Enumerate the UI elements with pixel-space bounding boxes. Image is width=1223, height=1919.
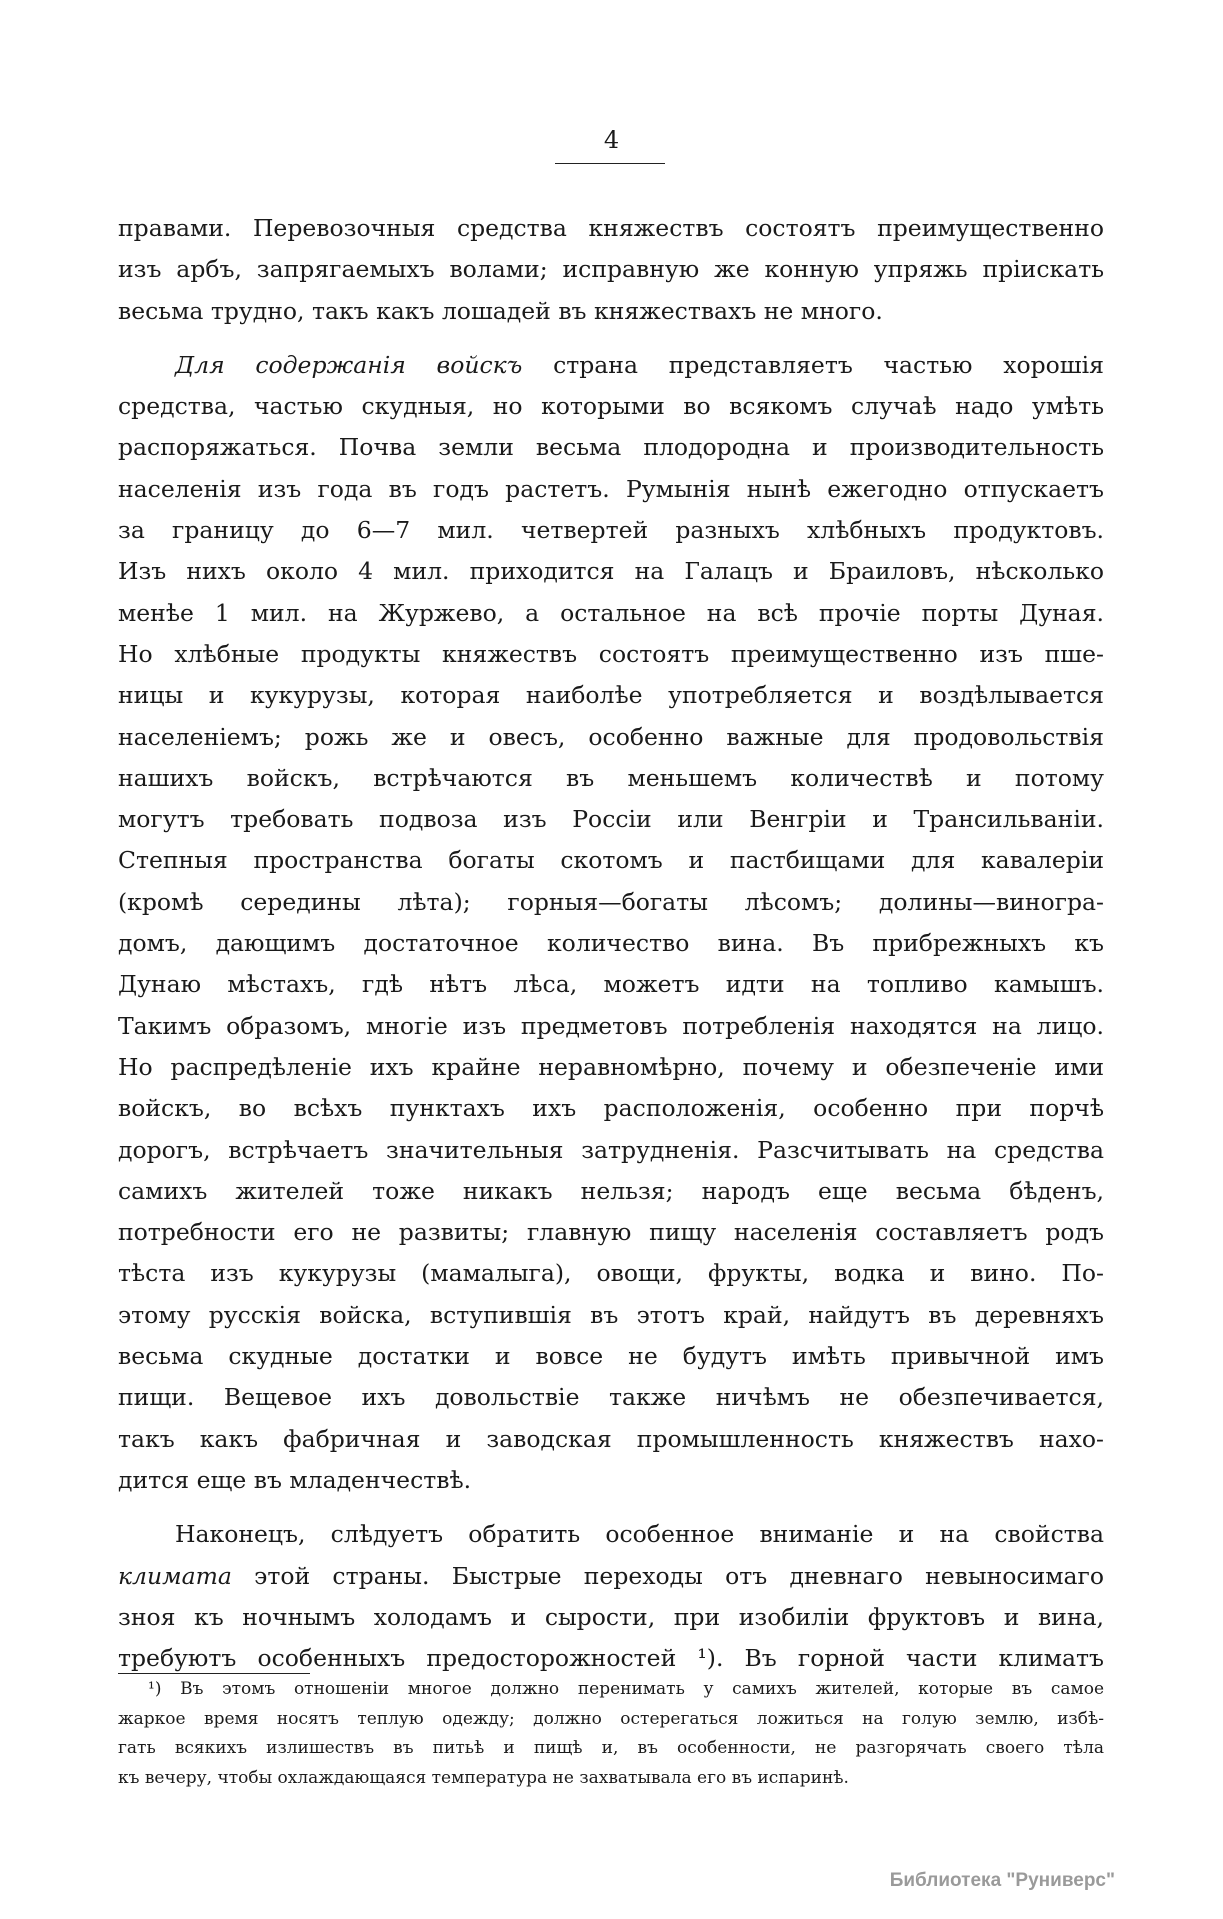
page-number-rule	[555, 163, 665, 164]
footnote-line: ¹) Въ этомъ отношеніи многое должно перенимать у самихъ жителей, которые въ самое	[148, 1679, 1104, 1699]
text-line: населеніемъ; рожь же и овесъ, особенно важные для продовольствія	[118, 722, 1104, 751]
footnote-line: къ вечеру, чтобы охлаждающаяся температура не захватывала его въ испаринѣ.	[118, 1767, 849, 1788]
text-line: Изъ нихъ около 4 мил. приходится на Галацъ и Браиловъ, нѣсколько	[118, 557, 1104, 586]
text-line: климата этой страны. Быстрые переходы отъ дневнаго невыносимаго	[118, 1561, 1104, 1590]
text-line: Дунаю мѣстахъ, гдѣ нѣтъ лѣса, можетъ идти на топливо камышъ.	[118, 970, 1104, 999]
text-line: требуютъ особенныхъ предосторожностей ¹). Въ горной части климатъ	[118, 1644, 1104, 1673]
footnotes	[118, 1675, 1104, 1793]
text-line: самихъ жителей тоже никакъ нельзя; народъ еще весьма бѣденъ,	[118, 1176, 1104, 1205]
text-line: домъ, дающимъ достаточное количество вина. Въ прибрежныхъ къ	[118, 929, 1104, 958]
page-number: 4	[603, 126, 620, 154]
paragraph-gap	[118, 332, 1104, 345]
text-line: Но распредѣленіе ихъ крайне неравномѣрно, почему и обезпеченіе ими	[118, 1052, 1104, 1081]
text-line: Наконецъ, слѣдуетъ обратить особенное вниманіе и на свойства	[175, 1520, 1104, 1549]
emphasis: Для содержанія войскъ	[175, 350, 523, 379]
paragraph	[118, 1514, 1104, 1679]
paragraph	[118, 345, 1104, 1501]
text-line: за границу до 6—7 мил. четвертей разныхъ хлѣбныхъ продуктовъ.	[118, 516, 1104, 545]
text-line: зноя къ ночнымъ холодамъ и сырости, при изобиліи фруктовъ и вина,	[118, 1602, 1104, 1631]
text-line: правами. Перевозочныя средства княжествъ состоятъ преимущественно	[118, 214, 1104, 242]
text-line: этому русскія войска, вступившія въ этотъ край, найдутъ въ деревняхъ	[118, 1300, 1104, 1329]
paragraph	[118, 208, 1104, 332]
text-line: населенія изъ года въ годъ растетъ. Румынія нынѣ ежегодно отпускаетъ	[118, 474, 1104, 503]
text-line: Для содержанія войскъ страна представляетъ частью хорошія	[175, 350, 1104, 379]
text-line: нашихъ войскъ, встрѣчаются въ меньшемъ количествѣ и потому	[118, 763, 1104, 792]
text-line: Такимъ образомъ, многіе изъ предметовъ потребленія находятся на лицо.	[118, 1011, 1104, 1040]
text-line: могутъ требовать подвоза изъ Россіи или Венгріи и Трансильваніи.	[118, 805, 1104, 834]
footnote-rule	[118, 1673, 310, 1674]
text-line: средства, частью скудныя, но которыми во всякомъ случаѣ надо умѣть	[118, 392, 1104, 421]
text-line: такъ какъ фабричная и заводская промышленность княжествъ нахо-	[118, 1424, 1104, 1453]
text-line: дорогъ, встрѣчаетъ значительныя затрудненія. Разсчитывать на средства	[118, 1135, 1104, 1164]
text-line: тѣста изъ кукурузы (мамалыга), овощи, фрукты, водка и вино. По-	[118, 1259, 1104, 1288]
library-watermark: Библиотека "Руниверс"	[889, 1870, 1115, 1891]
text-line: потребности его не развиты; главную пищу населенія составляетъ родъ	[118, 1218, 1104, 1247]
emphasis: климата	[118, 1561, 232, 1590]
text-line: Но хлѣбные продукты княжествъ состоятъ преимущественно изъ пше-	[118, 639, 1104, 668]
text-line: войскъ, во всѣхъ пунктахъ ихъ расположенія, особенно при порчѣ	[118, 1094, 1104, 1123]
text-line: дится еще въ младенчествѣ.	[118, 1465, 472, 1494]
body-text	[118, 208, 1104, 1679]
text-line: менѣе 1 мил. на Журжево, а остальное на всѣ прочіе порты Дуная.	[118, 598, 1104, 627]
text-line: изъ арбъ, запрягаемыхъ волами; исправную же конную упряжь пріискать	[118, 255, 1104, 284]
text-line: весьма трудно, такъ какъ лошадей въ княжествахъ не много.	[118, 296, 883, 325]
text-line: распоряжаться. Почва земли весьма плодородна и производительность	[118, 433, 1104, 462]
text-line: (кромѣ середины лѣта); горныя—богаты лѣсомъ; долины—виногра-	[118, 887, 1104, 916]
footnote-line: гать всякихъ излишествъ въ питьѣ и пищѣ и, въ особенности, не разгорячать своего тѣла	[118, 1738, 1104, 1758]
footnote-line: жаркое время носятъ теплую одежду; должно остерегаться ложиться на голую землю, избѣ-	[118, 1708, 1104, 1729]
text-line: ницы и кукурузы, которая наиболѣе употребляется и воздѣлывается	[118, 681, 1104, 710]
text-line: весьма скудные достатки и вовсе не будутъ имѣть привычной имъ	[118, 1342, 1104, 1371]
text-line: Степныя пространства богаты скотомъ и пастбищами для кавалеріи	[118, 846, 1104, 875]
text-line: пищи. Вещевое ихъ довольствіе также ничѣмъ не обезпечивается,	[118, 1383, 1104, 1412]
paragraph-gap	[118, 1501, 1104, 1514]
